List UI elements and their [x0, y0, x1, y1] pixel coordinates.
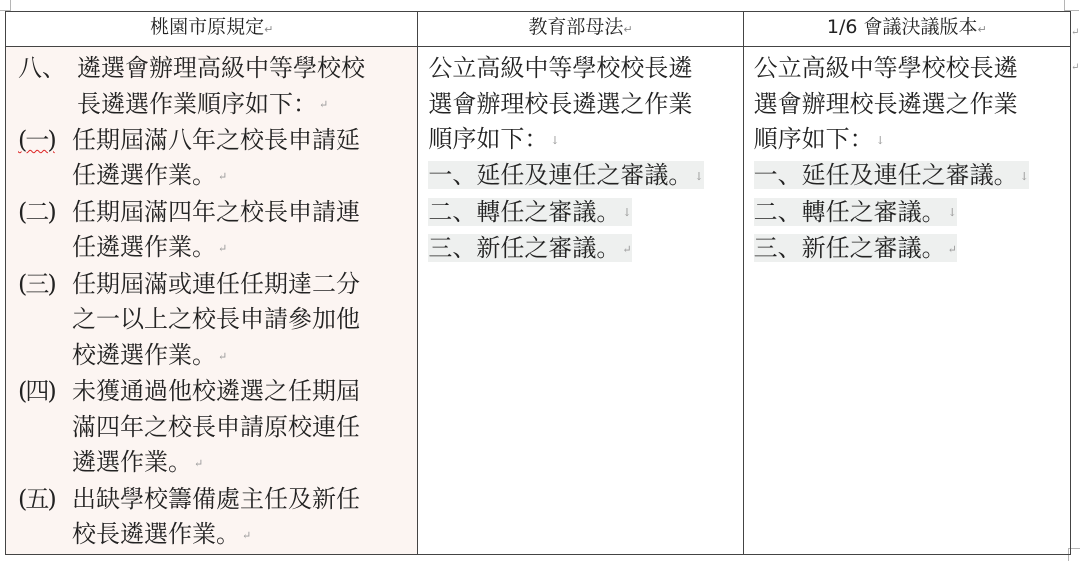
- header-cell-original-rules[interactable]: 桃園市原規定↵: [6, 12, 418, 47]
- header-cell-ministry-law[interactable]: 教育部母法↵: [418, 12, 743, 47]
- list-item: (三) 任期屆滿或連任任期達二分 之一以上之校長申請參加他 校遴選作業。 ↵: [18, 269, 360, 369]
- cell-ministry-law[interactable]: 公立高級中等學校校長遴 選會辦理校長遴選之作業 順序如下： ↓ 一、延任及連任之審議。 ↓ 二、轉任之審議。 ↓ 三、新任之審議。 ↵: [418, 47, 743, 555]
- row-end-mark: ↵: [1071, 62, 1080, 73]
- header-cell-resolution-version[interactable]: 1/6 會議決議版本↵: [743, 12, 1070, 47]
- row-end-mark: ↵: [1071, 27, 1080, 38]
- content-row: [6, 47, 1071, 555]
- cell-resolution-version[interactable]: 公立高級中等學校校長遴 選會辦理校長遴選之作業 順序如下： ↓ 一、延任及連任之審議。 ↓ 二、轉任之審議。 ↓ 三、新任之審議。 ↵: [743, 47, 1070, 555]
- list-item: (四) 未獲通過他校遴選之任期屆 滿四年之校長申請原校連任 遴選作業。 ↵: [18, 377, 360, 477]
- list-item: (五) 出缺學校籌備處主任及新任 校長遴選作業。 ↵: [18, 484, 360, 549]
- header-row: [6, 12, 1071, 47]
- comparison-table: [5, 11, 1071, 555]
- page-corner-mark-top-left: [0, 0, 11, 11]
- list-item: (二) 任期屆滿四年之校長申請連 任遴選作業。 ↵: [18, 197, 360, 262]
- clause-eight: 八、 遴選會辦理高級中等學校校 長遴選作業順序如下： ↵: [18, 54, 365, 118]
- page-corner-mark-top-right: [1064, 0, 1079, 11]
- list-item: (一) 任期屆滿八年之校長申請延 任遴選作業。 ↵: [18, 125, 360, 190]
- cell-original-rules[interactable]: [6, 47, 418, 555]
